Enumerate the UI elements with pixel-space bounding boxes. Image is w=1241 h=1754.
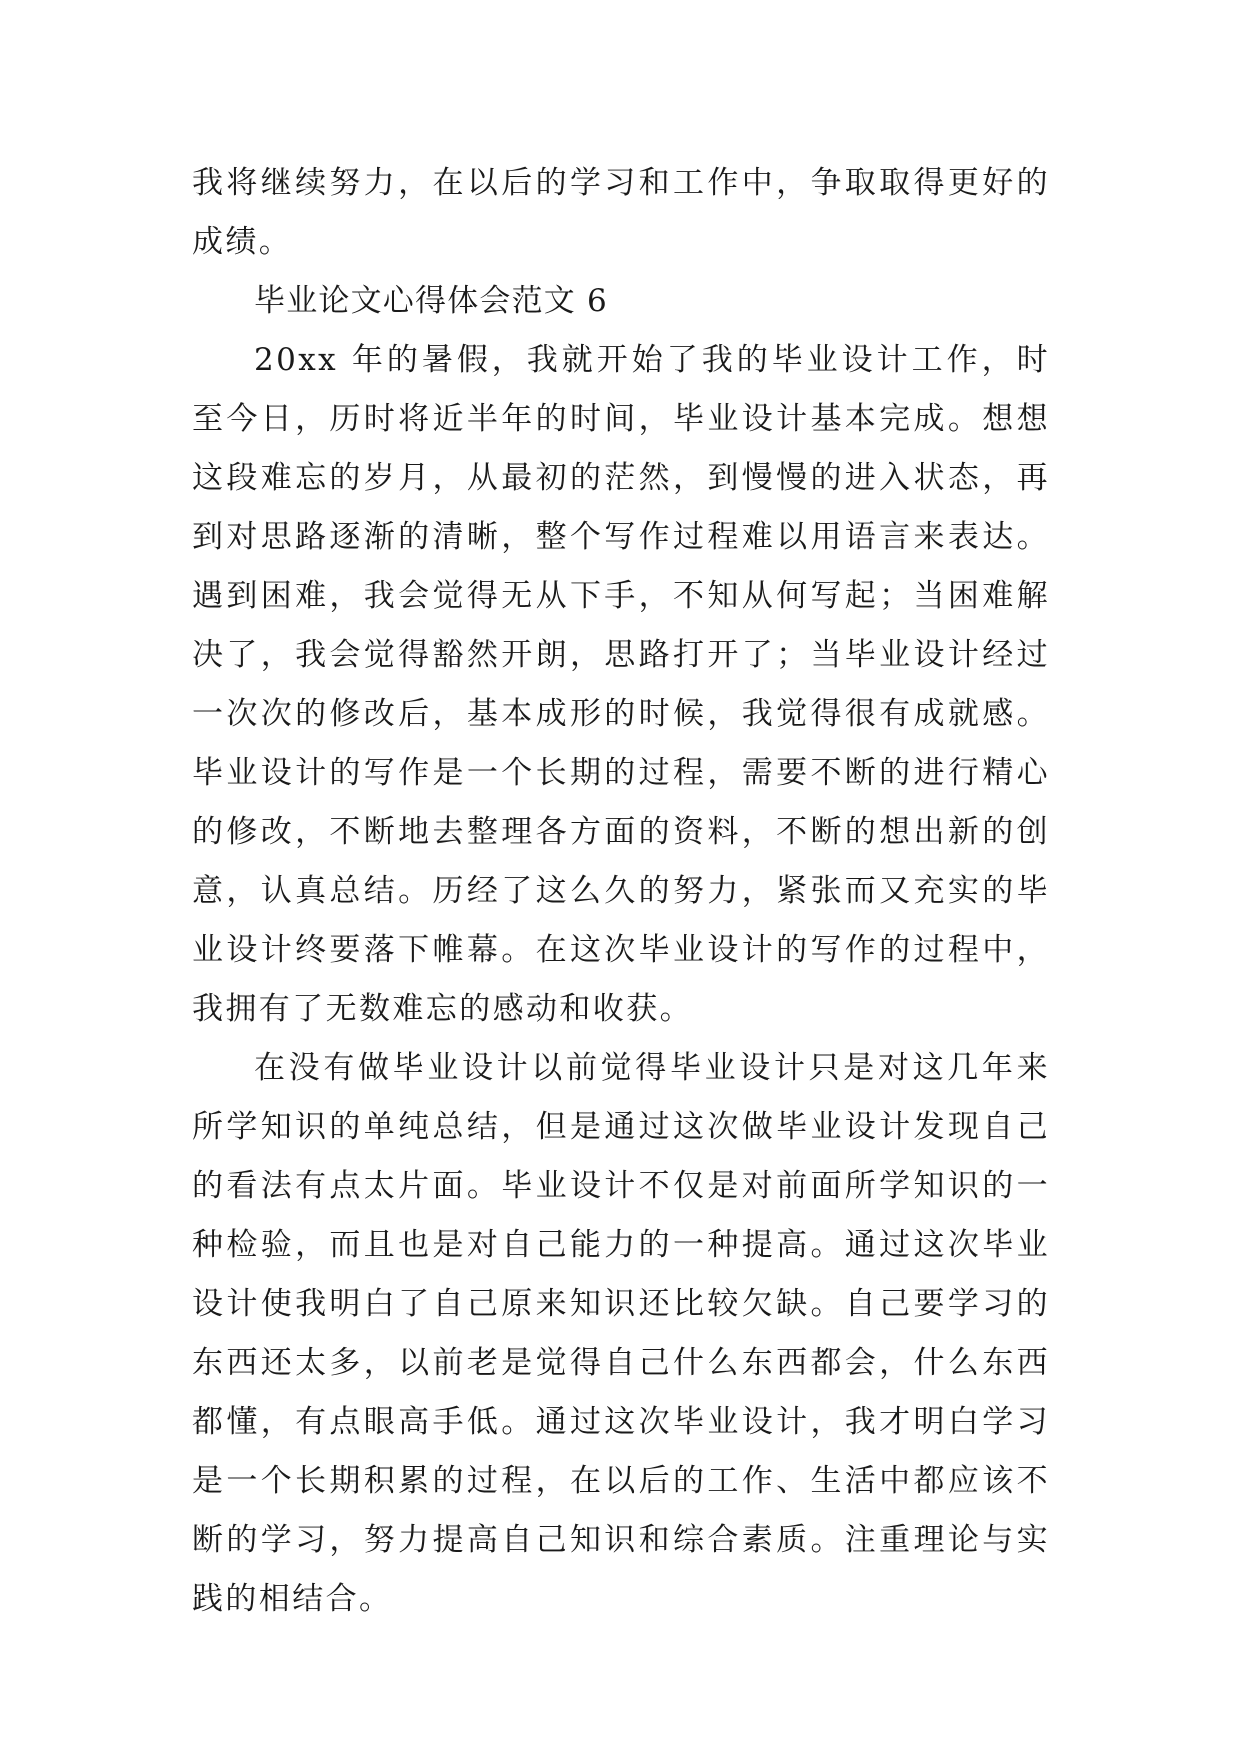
paragraph-body-2: 在没有做毕业设计以前觉得毕业设计只是对这几年来所学知识的单纯总结，但是通过这次做毕业设计发现自己的看法有点太片面。毕业设计不仅是对前面所学知识的一种检验，而且也是对自己能力的一种提高。通过这次毕业设计使我明白了自己原来知识还比较欠缺。自己要学习的东西还太多，以前老是觉得自己什么东西都会，什么东西都懂，有点眼高手低。通过这次毕业设计，我才明白学习是一个长期积累的过程，在以后的工作、生活中都应该不断的学习，努力提高自己知识和综合素质。注重理论与实践的相结合。: [192, 1050, 1050, 1617]
paragraph-closing: 我将继续努力，在以后的学习和工作中，争取取得更好的成绩。: [192, 165, 1050, 260]
paragraph-body-1: 20xx 年的暑假，我就开始了我的毕业设计工作，时至今日，历时将近半年的时间，毕业设计基本完成。想想这段难忘的岁月，从最初的茫然，到慢慢的进入状态，再到对思路逐渐的清晰，整个写作过程难以用语言来表达。遇到困难，我会觉得无从下手，不知从何写起；当困难解决了，我会觉得豁然开朗，思路打开了；当毕业设计经过一次次的修改后，基本成形的时候，我觉得很有成就感。毕业设计的写作是一个长期的过程，需要不断的进行精心的修改，不断地去整理各方面的资料，不断的想出新的创意，认真总结。历经了这么久的努力，紧张而又充实的毕业设计终要落下帷幕。在这次毕业设计的写作的过程中，我拥有了无数难忘的感动和收获。: [192, 342, 1050, 1027]
section-heading: 毕业论文心得体会范文 6: [254, 283, 608, 319]
document-body: [192, 154, 1050, 1629]
